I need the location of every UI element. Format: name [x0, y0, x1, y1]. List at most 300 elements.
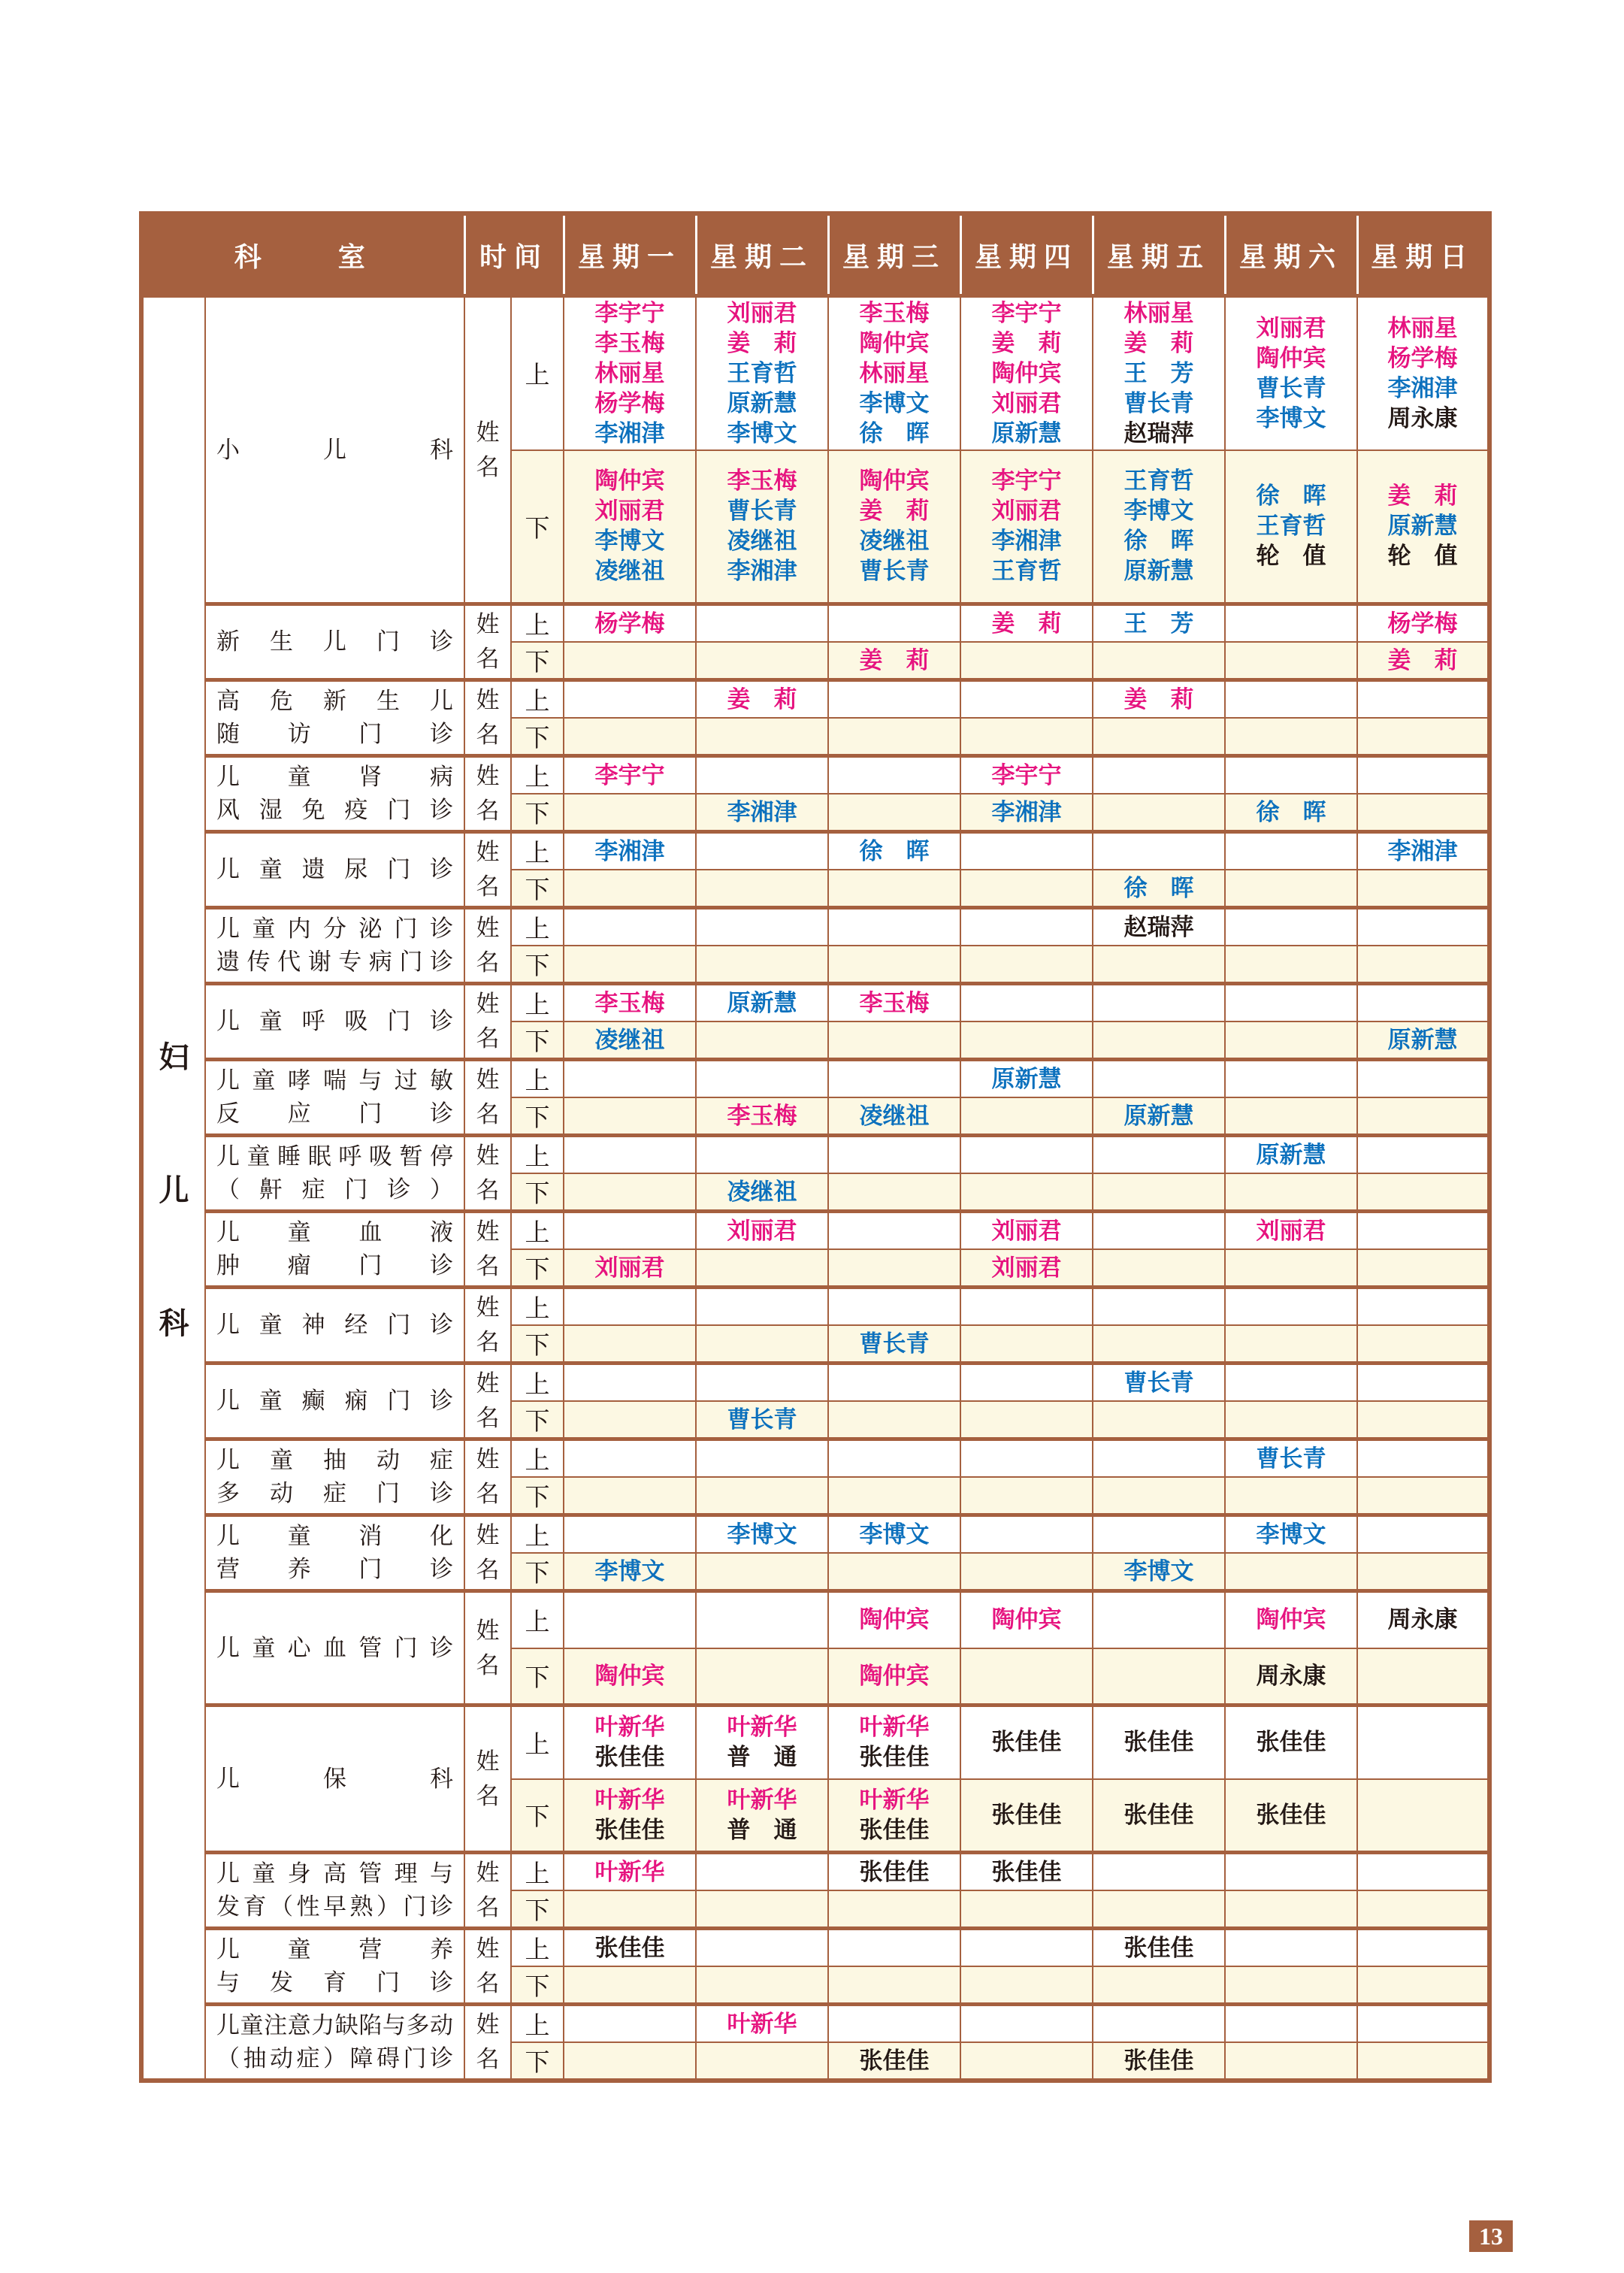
schedule-cell	[696, 908, 828, 946]
schedule-cell	[960, 1097, 1093, 1136]
schedule-cell	[960, 1929, 1093, 1967]
schedule-cell	[1357, 2005, 1489, 2043]
dept-row-am	[141, 1853, 1489, 1891]
doctor-name: 王育哲	[1256, 513, 1326, 540]
schedule-cell	[960, 1401, 1093, 1439]
schedule-cell	[564, 718, 696, 756]
surname-label-char: 姓	[476, 1218, 500, 1245]
schedule-cell	[1357, 1779, 1489, 1853]
schedule-cell	[1093, 1591, 1225, 1648]
surname-label-char: 名	[476, 1025, 500, 1052]
schedule-cell	[1093, 1363, 1225, 1402]
schedule-cell	[1225, 1779, 1357, 1853]
doctor-name: 刘丽君	[991, 389, 1062, 416]
schedule-cell	[960, 1212, 1093, 1250]
schedule-cell	[1093, 1060, 1225, 1098]
doctor-name: 原新慧	[1256, 1141, 1326, 1168]
dept-name-line: 儿童消化	[216, 1523, 454, 1549]
doctor-name: 陶仲宾	[1256, 1606, 1326, 1633]
schedule-cell	[696, 604, 828, 643]
schedule-cell	[1357, 1173, 1489, 1212]
schedule-cell	[960, 870, 1093, 908]
doctor-name: 徐 晖	[1256, 798, 1326, 825]
schedule-cell	[1093, 984, 1225, 1022]
doctor-name: 原新慧	[1123, 558, 1194, 585]
schedule-cell	[1225, 2042, 1357, 2081]
schedule-cell	[696, 946, 828, 984]
surname-label-cell	[464, 1515, 511, 1591]
dept-cell	[205, 1363, 464, 1439]
surname-label-cell	[464, 2005, 511, 2081]
schedule-cell	[1357, 1853, 1489, 1891]
doctor-name: 李玉梅	[594, 989, 665, 1016]
dept-row-am	[141, 1591, 1489, 1648]
schedule-cell	[1225, 1515, 1357, 1554]
schedule-cell	[1357, 1249, 1489, 1288]
doctor-name: 原新慧	[991, 1065, 1062, 1092]
schedule-cell	[1093, 1173, 1225, 1212]
page-number-badge	[1469, 2220, 1513, 2252]
schedule-cell	[564, 604, 696, 643]
schedule-cell	[564, 1553, 696, 1591]
schedule-cell	[696, 794, 828, 832]
surname-label-char: 姓	[476, 1617, 500, 1644]
schedule-cell	[828, 1966, 960, 2005]
session-pm-cell: 下	[511, 1401, 564, 1439]
schedule-cell	[564, 1439, 696, 1478]
doctor-name: 王 芳	[1123, 359, 1194, 386]
schedule-cell	[1357, 794, 1489, 832]
schedule-cell	[828, 2005, 960, 2043]
schedule-cell	[564, 984, 696, 1022]
header-day-7: 星期日	[1357, 213, 1489, 296]
doctor-name: 李博文	[859, 1521, 930, 1548]
doctor-name: 张佳佳	[1256, 1801, 1326, 1828]
dept-row-am	[141, 1060, 1489, 1098]
dept-row-am	[141, 832, 1489, 870]
schedule-cell	[960, 1966, 1093, 2005]
schedule-cell	[1357, 1477, 1489, 1515]
schedule-cell	[1093, 1212, 1225, 1250]
schedule-cell	[1093, 450, 1225, 604]
schedule-cell	[1093, 1477, 1225, 1515]
schedule-cell	[696, 1648, 828, 1706]
schedule-cell	[564, 1363, 696, 1402]
doctor-name: 刘丽君	[991, 1254, 1062, 1281]
schedule-cell	[1357, 642, 1489, 680]
doctor-name: 凌继祖	[594, 1026, 665, 1053]
schedule-cell	[696, 1890, 828, 1929]
schedule-cell	[960, 642, 1093, 680]
schedule-cell	[828, 756, 960, 794]
schedule-cell	[828, 1249, 960, 1288]
schedule-cell	[1093, 1097, 1225, 1136]
dept-name-line: 儿童呼吸门诊	[216, 1008, 454, 1034]
doctor-name: 刘丽君	[594, 498, 665, 525]
doctor-name: 凌继祖	[727, 1178, 797, 1205]
schedule-cell	[960, 296, 1093, 450]
doctor-name: 叶新华	[594, 1786, 665, 1813]
doctor-name: 叶新华	[727, 2010, 797, 2037]
surname-label-char: 名	[476, 873, 500, 900]
doctor-name: 张佳佳	[1256, 1729, 1326, 1756]
schedule-cell	[960, 1553, 1093, 1591]
schedule-cell	[1225, 908, 1357, 946]
side-label	[144, 1034, 204, 1342]
schedule-cell	[828, 1325, 960, 1363]
schedule-cell	[564, 1515, 696, 1554]
doctor-name: 王育哲	[1123, 468, 1194, 495]
session-pm-cell: 下	[511, 1097, 564, 1136]
surname-label-char: 名	[476, 1253, 500, 1279]
doctor-name: 张佳佳	[594, 1816, 665, 1843]
schedule-cell	[960, 1325, 1093, 1363]
schedule-cell	[1093, 832, 1225, 870]
session-pm-cell: 下	[511, 1553, 564, 1591]
schedule-cell	[1357, 908, 1489, 946]
schedule-cell	[1225, 870, 1357, 908]
schedule-cell	[1225, 1288, 1357, 1326]
surname-label-char: 名	[476, 1405, 500, 1431]
surname-label-char: 姓	[476, 1143, 500, 1169]
schedule-cell	[696, 1929, 828, 1967]
dept-cell	[205, 1515, 464, 1591]
surname-label-char: 名	[476, 722, 500, 748]
doctor-name: 原新慧	[991, 419, 1062, 446]
schedule-cell	[828, 1173, 960, 1212]
schedule-cell	[960, 718, 1093, 756]
doctor-name: 张佳佳	[859, 1858, 930, 1885]
doctor-name: 林丽星	[594, 359, 665, 386]
doctor-name: 李湘津	[1387, 374, 1458, 401]
schedule-cell	[1357, 756, 1489, 794]
doctor-name: 陶仲宾	[859, 1606, 930, 1633]
schedule-cell	[564, 1212, 696, 1250]
doctor-name: 凌继祖	[859, 1102, 930, 1129]
doctor-name: 陶仲宾	[1256, 344, 1326, 371]
schedule-cell	[1357, 870, 1489, 908]
doctor-name: 姜 莉	[1123, 329, 1194, 356]
doctor-name: 李湘津	[991, 528, 1062, 555]
schedule-cell	[1225, 756, 1357, 794]
surname-label-cell	[464, 832, 511, 908]
session-am-cell: 上	[511, 1929, 564, 1967]
dept-cell	[205, 1288, 464, 1363]
doctor-name: 姜 莉	[1387, 646, 1458, 673]
schedule-cell	[696, 450, 828, 604]
doctor-name: 曹长青	[859, 558, 930, 585]
schedule-cell	[696, 2042, 828, 2081]
surname-label-char: 姓	[476, 611, 500, 637]
dept-name-line: 儿童遗尿门诊	[216, 856, 454, 882]
dept-cell	[205, 1439, 464, 1515]
surname-label-char: 姓	[476, 2011, 500, 2038]
schedule-cell	[960, 946, 1093, 984]
surname-label-char: 姓	[476, 1936, 500, 1962]
schedule-cell	[564, 1173, 696, 1212]
doctor-name: 李宇宁	[594, 299, 665, 326]
session-am-cell: 上	[511, 2005, 564, 2043]
doctor-name: 李博文	[1123, 1557, 1194, 1584]
schedule-cell	[696, 1363, 828, 1402]
doctor-name: 刘丽君	[1256, 314, 1326, 341]
session-pm-cell: 下	[511, 1477, 564, 1515]
dept-name-line: 儿童身高管理与	[216, 1860, 454, 1887]
schedule-cell	[960, 604, 1093, 643]
session-pm-cell: 下	[511, 450, 564, 604]
schedule-cell	[1225, 1401, 1357, 1439]
surname-label-char: 姓	[476, 1860, 500, 1886]
dept-name-line: 小儿科	[216, 436, 454, 463]
schedule-cell	[1225, 1136, 1357, 1174]
schedule-cell	[696, 1401, 828, 1439]
schedule-cell	[828, 680, 960, 719]
doctor-name: 叶新华	[594, 1714, 665, 1741]
surname-label-char: 名	[476, 1177, 500, 1203]
schedule-cell	[696, 1288, 828, 1326]
doctor-name: 李宇宁	[991, 468, 1062, 495]
doctor-name: 林丽星	[859, 359, 930, 386]
session-am-cell: 上	[511, 680, 564, 719]
side-label-cell	[141, 296, 205, 2081]
schedule-cell	[960, 1363, 1093, 1402]
doctor-name: 姜 莉	[991, 329, 1062, 356]
schedule-cell	[1225, 1363, 1357, 1402]
schedule-cell	[828, 642, 960, 680]
table-body	[141, 296, 1489, 2081]
surname-label-cell	[464, 1706, 511, 1853]
surname-label-char: 名	[476, 1894, 500, 1920]
schedule-cell	[1225, 604, 1357, 643]
schedule-cell	[696, 1439, 828, 1478]
schedule-cell	[828, 832, 960, 870]
doctor-name: 李湘津	[727, 798, 797, 825]
dept-row-am	[141, 604, 1489, 643]
dept-name-line: 儿童哮喘与过敏	[216, 1067, 454, 1094]
doctor-name: 曹长青	[727, 498, 797, 525]
schedule-cell	[564, 832, 696, 870]
session-pm-cell: 下	[511, 718, 564, 756]
schedule-cell	[564, 1021, 696, 1060]
doctor-name: 李湘津	[594, 419, 665, 446]
schedule-cell	[828, 604, 960, 643]
schedule-cell	[828, 870, 960, 908]
schedule-cell	[696, 1515, 828, 1554]
doctor-name: 李玉梅	[594, 329, 665, 356]
schedule-cell	[1093, 1553, 1225, 1591]
schedule-cell	[696, 984, 828, 1022]
schedule-table-wrap	[139, 211, 1492, 2083]
session-am-cell: 上	[511, 1288, 564, 1326]
doctor-name: 曹长青	[1256, 1445, 1326, 1472]
schedule-cell	[960, 1890, 1093, 1929]
doctor-name: 叶新华	[859, 1714, 930, 1741]
schedule-cell	[696, 1853, 828, 1891]
session-am-cell: 上	[511, 832, 564, 870]
doctor-name: 姜 莉	[859, 646, 930, 673]
doctor-name: 李宇宁	[991, 761, 1062, 788]
schedule-cell	[696, 1553, 828, 1591]
header-day-1: 星期一	[564, 213, 696, 296]
doctor-name: 原新慧	[727, 989, 797, 1016]
schedule-cell	[828, 1929, 960, 1967]
surname-label-cell	[464, 1853, 511, 1929]
doctor-name: 李玉梅	[727, 468, 797, 495]
schedule-cell	[828, 450, 960, 604]
surname-label-cell	[464, 1439, 511, 1515]
doctor-name: 刘丽君	[727, 1217, 797, 1244]
schedule-cell	[1093, 870, 1225, 908]
schedule-cell	[960, 794, 1093, 832]
dept-cell	[205, 1060, 464, 1136]
session-am-cell: 上	[511, 296, 564, 450]
schedule-cell	[1225, 1706, 1357, 1779]
session-am-cell: 上	[511, 1439, 564, 1478]
surname-label-char: 姓	[476, 839, 500, 865]
dept-name-line: 发育（性早熟）门诊	[216, 1893, 454, 1920]
schedule-cell	[828, 296, 960, 450]
schedule-cell	[564, 756, 696, 794]
schedule-cell	[1093, 946, 1225, 984]
schedule-cell	[828, 1060, 960, 1098]
dept-row-am	[141, 1706, 1489, 1779]
doctor-name: 林丽星	[1387, 314, 1458, 341]
doctor-name: 李博文	[859, 389, 930, 416]
schedule-cell	[564, 1966, 696, 2005]
doctor-name: 刘丽君	[1256, 1217, 1326, 1244]
schedule-cell	[1357, 296, 1489, 450]
dept-row-am	[141, 1136, 1489, 1174]
dept-name-line: 儿童肾病	[216, 764, 454, 790]
doctor-name: 凌继祖	[594, 558, 665, 585]
session-am-cell: 上	[511, 1515, 564, 1554]
surname-label-cell	[464, 756, 511, 832]
schedule-cell	[960, 1288, 1093, 1326]
schedule-cell	[1225, 642, 1357, 680]
dept-name-line: 儿童抽动症	[216, 1447, 454, 1473]
doctor-name: 李博文	[594, 528, 665, 555]
schedule-cell	[1225, 1591, 1357, 1648]
page-number: 13	[1479, 2222, 1503, 2250]
doctor-name: 刘丽君	[727, 299, 797, 326]
doctor-name: 陶仲宾	[859, 1662, 930, 1689]
schedule-cell	[828, 1097, 960, 1136]
doctor-name: 曹长青	[1123, 389, 1194, 416]
schedule-cell	[960, 1706, 1093, 1779]
surname-label-cell	[464, 1060, 511, 1136]
doctor-name: 叶新华	[727, 1786, 797, 1813]
session-am-cell: 上	[511, 908, 564, 946]
schedule-cell	[564, 908, 696, 946]
schedule-cell	[828, 1553, 960, 1591]
dept-row-am	[141, 1929, 1489, 1967]
surname-label-cell	[464, 1212, 511, 1288]
dept-name-line: 儿童神经门诊	[216, 1312, 454, 1338]
doctor-name: 李湘津	[594, 837, 665, 864]
dept-name-line: 随访门诊	[216, 721, 454, 747]
surname-label-char: 名	[476, 1651, 500, 1678]
schedule-cell	[1357, 1363, 1489, 1402]
dept-row-am	[141, 1363, 1489, 1402]
dept-cell	[205, 1212, 464, 1288]
schedule-cell	[1225, 832, 1357, 870]
schedule-cell	[1225, 1249, 1357, 1288]
doctor-name: 周永康	[1387, 1606, 1458, 1633]
dept-cell	[205, 296, 464, 604]
session-am-cell: 上	[511, 604, 564, 643]
session-pm-cell: 下	[511, 794, 564, 832]
schedule-cell	[960, 756, 1093, 794]
surname-label-char: 名	[476, 453, 500, 480]
doctor-name: 曹长青	[1123, 1369, 1194, 1396]
schedule-cell	[1225, 946, 1357, 984]
doctor-name: 徐 晖	[1123, 528, 1194, 555]
schedule-cell	[1093, 1401, 1225, 1439]
schedule-cell	[1225, 794, 1357, 832]
surname-label-char: 名	[476, 1782, 500, 1809]
dept-row-am	[141, 296, 1489, 450]
session-pm-cell: 下	[511, 1779, 564, 1853]
schedule-cell	[1093, 1648, 1225, 1706]
session-am-cell: 上	[511, 1060, 564, 1098]
surname-label-char: 名	[476, 2046, 500, 2072]
dept-cell	[205, 1136, 464, 1212]
schedule-cell	[564, 794, 696, 832]
surname-label-cell	[464, 1591, 511, 1706]
schedule-cell	[1357, 1591, 1489, 1648]
surname-label-char: 姓	[476, 763, 500, 789]
surname-label-char: 名	[476, 646, 500, 672]
surname-label-char: 名	[476, 1557, 500, 1583]
doctor-name: 林丽星	[1123, 299, 1194, 326]
doctor-name: 叶新华	[859, 1786, 930, 1813]
schedule-cell	[828, 1890, 960, 1929]
surname-label-char: 姓	[476, 1446, 500, 1472]
doctor-name: 周永康	[1256, 1662, 1326, 1689]
schedule-cell	[960, 1648, 1093, 1706]
dept-name-line: 儿童注意力缺陷与多动	[216, 2012, 454, 2038]
schedule-cell	[1225, 1021, 1357, 1060]
dept-cell	[205, 604, 464, 680]
dept-row-am	[141, 908, 1489, 946]
schedule-cell	[564, 1648, 696, 1706]
schedule-cell	[696, 1477, 828, 1515]
surname-label-char: 名	[476, 1970, 500, 1996]
schedule-cell	[1093, 1929, 1225, 1967]
header-dept: 科 室	[141, 213, 464, 296]
session-am-cell: 上	[511, 1706, 564, 1779]
doctor-name: 张佳佳	[859, 1744, 930, 1771]
schedule-cell	[960, 984, 1093, 1022]
doctor-name: 张佳佳	[991, 1801, 1062, 1828]
schedule-cell	[564, 450, 696, 604]
dept-name-line: 儿童睡眠呼吸暂停	[216, 1143, 454, 1170]
surname-label-cell	[464, 1929, 511, 2005]
schedule-cell	[960, 832, 1093, 870]
surname-label-cell	[464, 1363, 511, 1439]
doctor-name: 李玉梅	[727, 1102, 797, 1129]
schedule-cell	[1093, 908, 1225, 946]
schedule-cell	[1225, 1212, 1357, 1250]
schedule-cell	[828, 794, 960, 832]
surname-label-char: 名	[476, 1481, 500, 1507]
dept-name-line: 肿瘤门诊	[216, 1252, 454, 1279]
header-day-2: 星期二	[696, 213, 828, 296]
schedule-cell	[1225, 1890, 1357, 1929]
doctor-name: 王育哲	[727, 359, 797, 386]
schedule-cell	[960, 908, 1093, 946]
session-pm-cell: 下	[511, 1966, 564, 2005]
